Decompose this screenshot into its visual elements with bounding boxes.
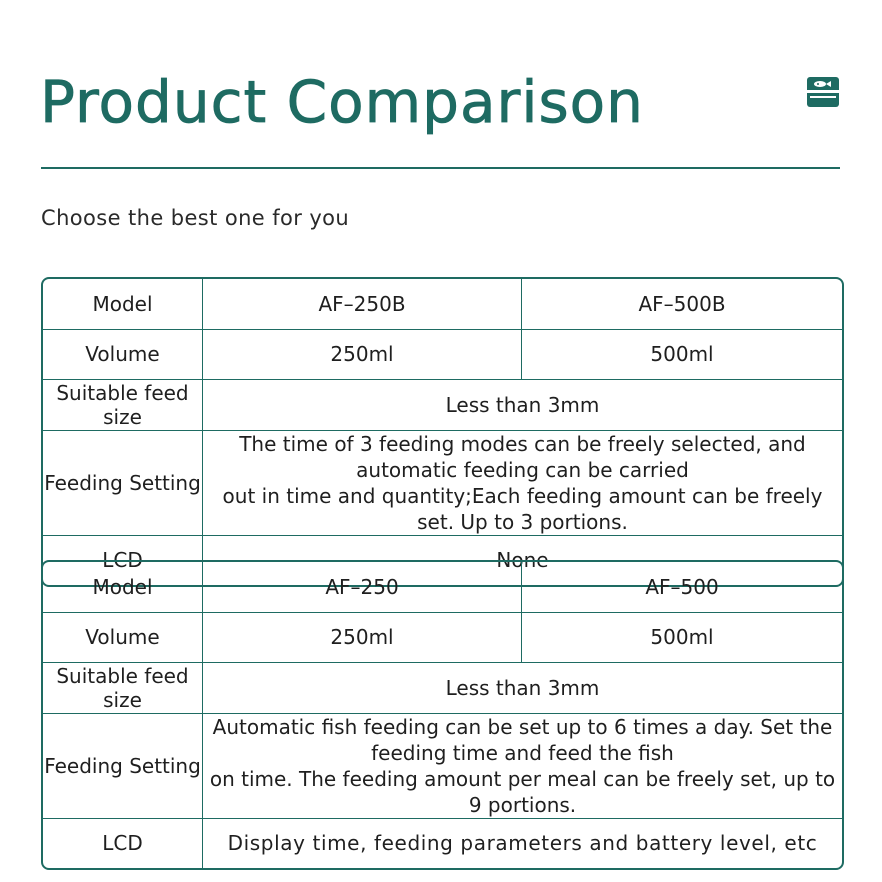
row-label-lcd: LCD	[43, 819, 203, 869]
volume-cell: 500ml	[522, 330, 842, 381]
model-cell: AF–250B	[203, 279, 522, 330]
row-label-volume: Volume	[43, 613, 203, 664]
model-cell: AF–500B	[522, 279, 842, 330]
fish-feeder-logo-icon	[806, 76, 840, 108]
title-divider	[41, 167, 840, 169]
table-row-model	[43, 279, 842, 330]
feeding-setting-line: The time of 3 feeding modes can be freely selected, and automatic feeding can be carried	[239, 431, 806, 482]
feeding-setting-cell	[203, 431, 842, 536]
model-cell: AF–500	[522, 562, 842, 613]
row-label-feeding-setting: Feeding Setting	[43, 431, 203, 536]
volume-cell: 250ml	[203, 330, 522, 381]
row-label-lcd: LCD	[43, 536, 203, 586]
feed-size-cell: Less than 3mm	[203, 663, 842, 714]
volume-cell: 250ml	[203, 613, 522, 664]
comparison-table-2	[41, 560, 844, 870]
feeding-setting-line: Automatic fish feeding can be set up to 6 times a day. Set the feeding time and feed the fish	[212, 714, 833, 765]
lcd-cell: Display time, feeding parameters and battery level, etc	[227, 831, 818, 856]
feeding-setting-cell	[203, 714, 842, 819]
feeding-setting-line: out in time and quantity;Each feeding amount can be freely set. Up to 3 portions.	[222, 483, 823, 534]
row-label-feeding-setting: Feeding Setting	[43, 714, 203, 819]
feed-size-cell: Less than 3mm	[203, 380, 842, 431]
table-row-volume	[43, 330, 842, 381]
table-row-feed-size	[43, 663, 842, 714]
feeding-setting-line: on time. The feeding amount per meal can be freely set, up to 9 portions.	[209, 766, 836, 817]
row-label-model: Model	[43, 279, 203, 330]
subtitle: Choose the best one for you	[41, 206, 350, 230]
row-label-feed-size: Suitable feed size	[43, 380, 203, 431]
page-title: Product Comparison	[40, 68, 644, 136]
model-cell: AF–250	[203, 562, 522, 613]
table-row-feeding-setting	[43, 431, 842, 536]
table-row-feeding-setting	[43, 714, 842, 819]
row-label-feed-size: Suitable feed size	[43, 663, 203, 714]
volume-cell: 500ml	[522, 613, 842, 664]
table-row-model	[43, 562, 842, 613]
table-row-lcd	[43, 819, 842, 869]
row-label-volume: Volume	[43, 330, 203, 381]
table-row-feed-size	[43, 380, 842, 431]
row-label-model: Model	[43, 562, 203, 613]
table-row-volume	[43, 613, 842, 664]
lcd-cell: None	[496, 548, 549, 573]
comparison-table-1	[41, 277, 844, 587]
